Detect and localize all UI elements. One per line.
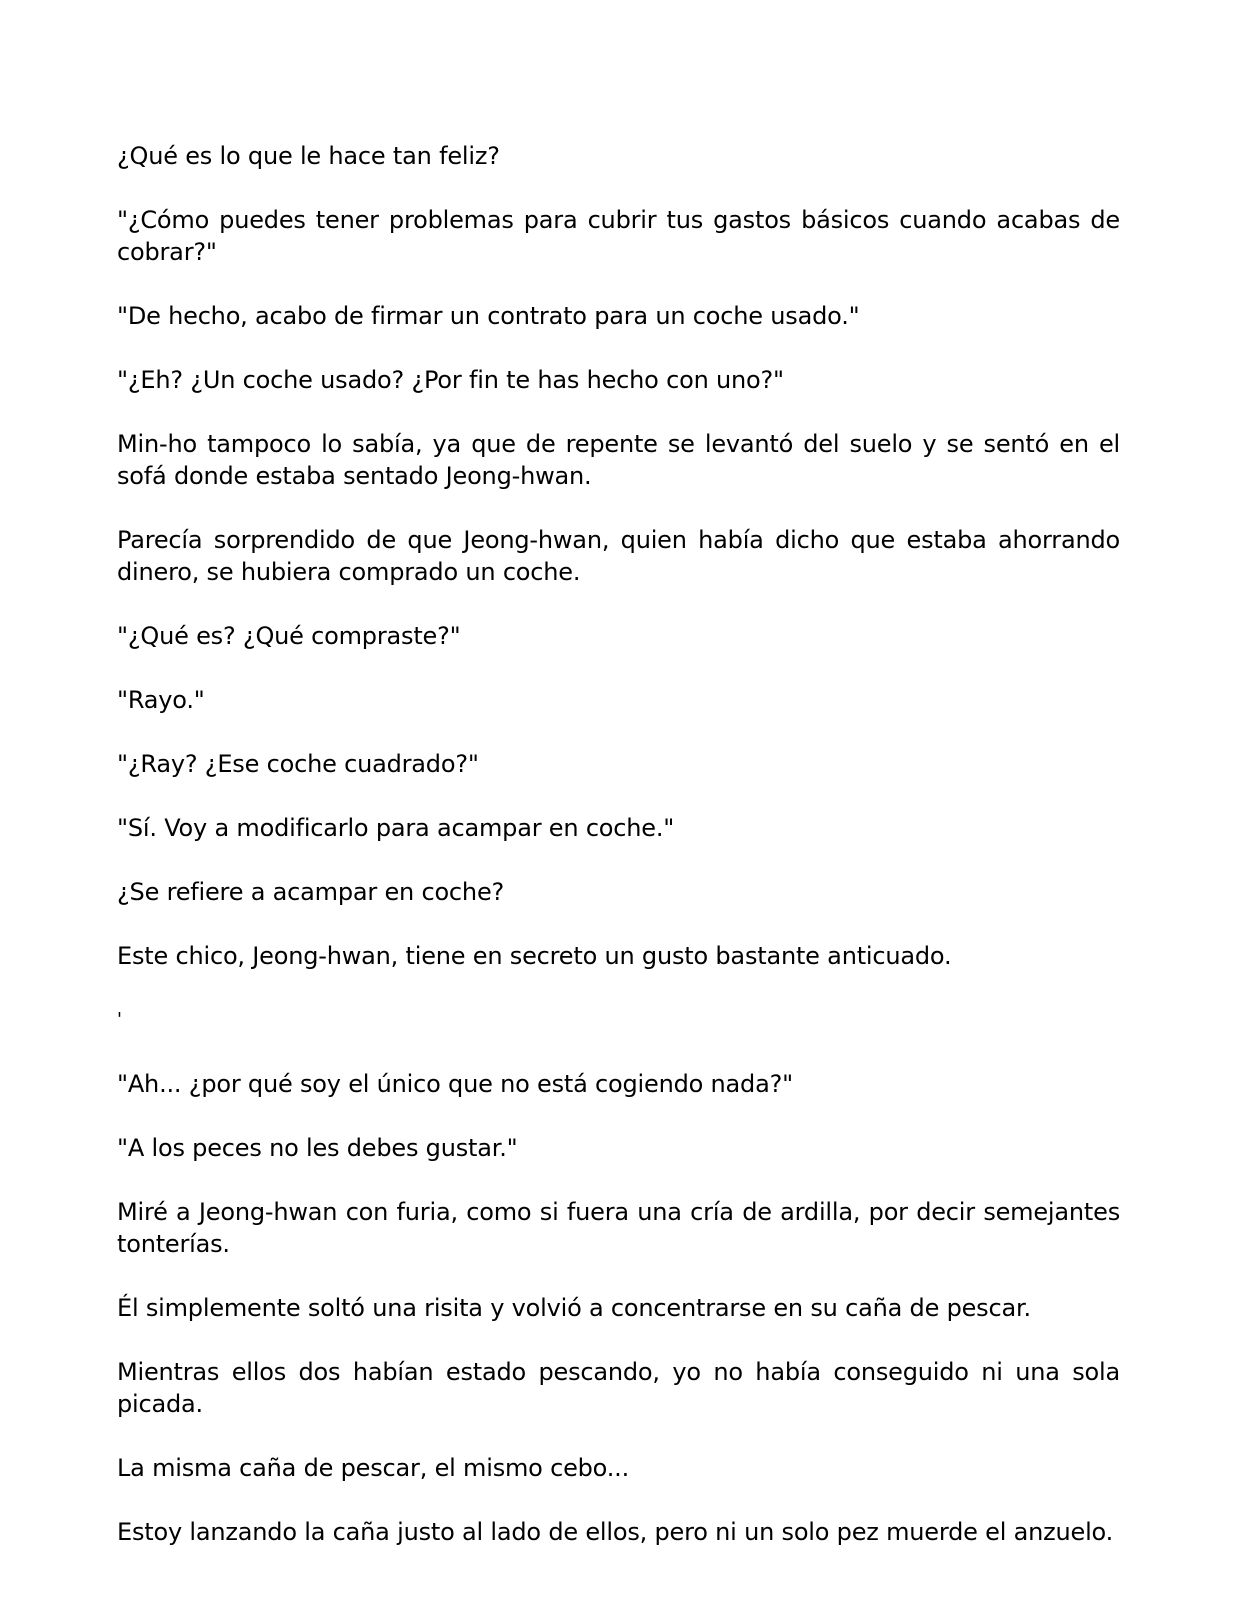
paragraph: "¿Ray? ¿Ese coche cuadrado?" — [117, 750, 479, 778]
paragraph: Parecía sorprendido de que Jeong-hwan, quien había dicho que estaba ahorrando dinero, se hubiera comprado un coche. — [117, 526, 1120, 586]
paragraph: Estoy lanzando la caña justo al lado de ellos, pero ni un solo pez muerde el anzuelo. — [117, 1518, 1114, 1546]
paragraph: "¿Cómo puedes tener problemas para cubrir tus gastos básicos cuando acabas de cobrar?" — [117, 206, 1120, 266]
paragraph: "De hecho, acabo de firmar un contrato para un coche usado." — [117, 302, 860, 330]
paragraph: "Rayo." — [117, 686, 205, 714]
paragraph: La misma caña de pescar, el mismo cebo... — [117, 1454, 630, 1482]
paragraph: "Ah... ¿por qué soy el único que no está cogiendo nada?" — [117, 1070, 793, 1098]
paragraph: ¿Qué es lo que le hace tan feliz? — [117, 142, 500, 170]
paragraph: Min-ho tampoco lo sabía, ya que de repente se levantó del suelo y se sentó en el sofá donde estaba sentado Jeong-hwan. — [117, 430, 1120, 490]
document-body — [117, 140, 1120, 1580]
stray-mark: ' — [117, 1009, 122, 1030]
paragraph: "A los peces no les debes gustar." — [117, 1134, 518, 1162]
paragraph: Este chico, Jeong-hwan, tiene en secreto un gusto bastante anticuado. — [117, 942, 952, 970]
paragraph: "¿Qué es? ¿Qué compraste?" — [117, 622, 461, 650]
paragraph: Miré a Jeong-hwan con furia, como si fuera una cría de ardilla, por decir semejantes tonterías. — [117, 1198, 1120, 1258]
paragraph: "Sí. Voy a modificarlo para acampar en coche." — [117, 814, 675, 842]
paragraph: Mientras ellos dos habían estado pescando, yo no había conseguido ni una sola picada. — [117, 1358, 1120, 1418]
paragraph: Él simplemente soltó una risita y volvió a concentrarse en su caña de pescar. — [117, 1294, 1031, 1322]
paragraph: "¿Eh? ¿Un coche usado? ¿Por fin te has hecho con uno?" — [117, 366, 784, 394]
paragraph: ¿Se refiere a acampar en coche? — [117, 878, 505, 906]
